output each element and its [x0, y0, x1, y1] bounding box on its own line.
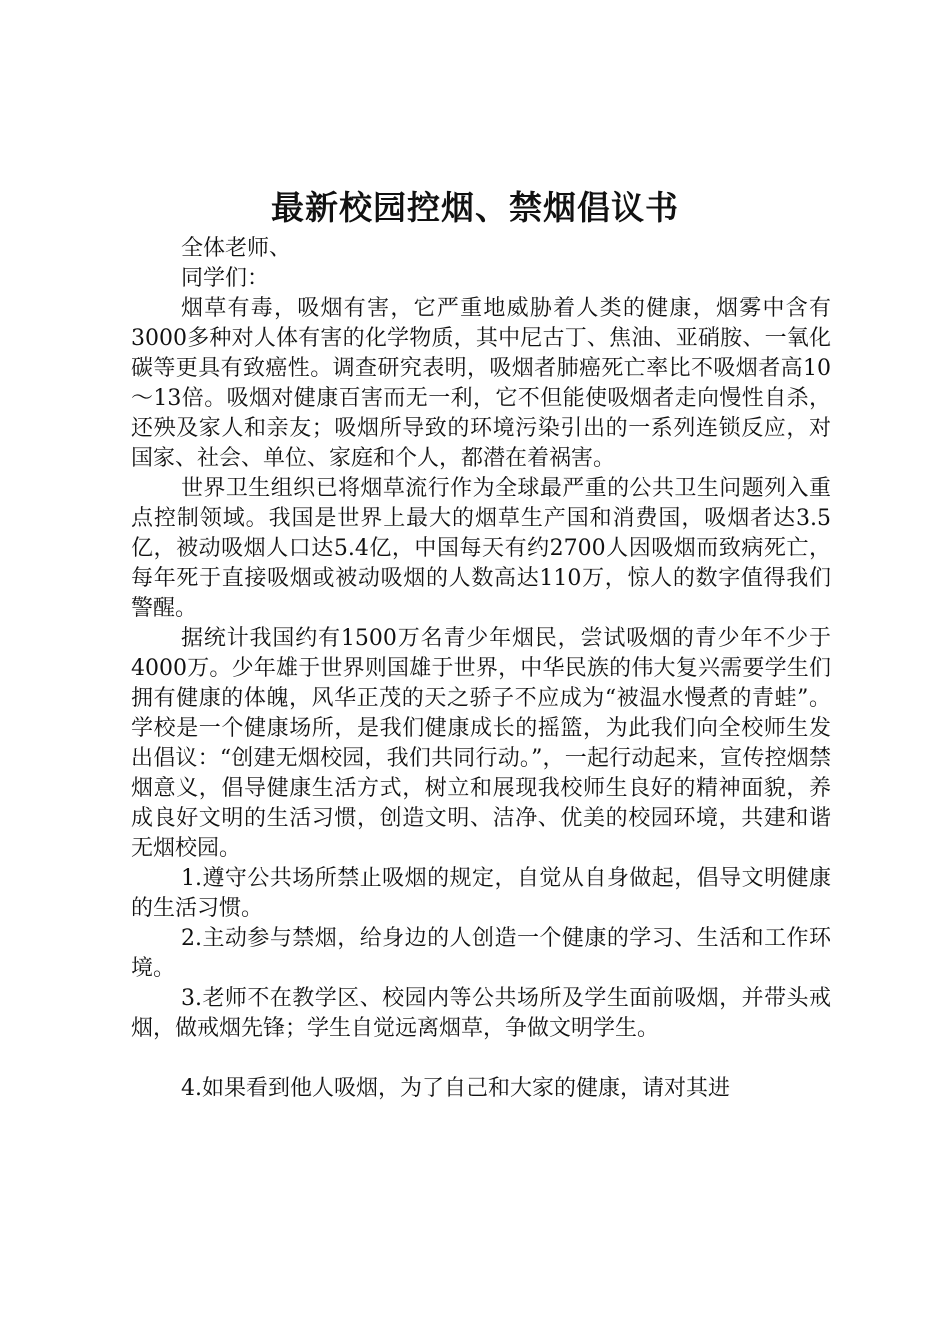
- proposal-item: 1.遵守公共场所禁止吸烟的规定，自觉从自身做起，倡导文明健康的生活习惯。: [131, 866, 831, 921]
- paragraph: 据统计我国约有1500万名青少年烟民，尝试吸烟的青少年不少于4000万。少年雄于世界则国雄于世界，中华民族的伟大复兴需要学生们拥有健康的体魄，风华正茂的天之骄子不应成为“被温水慢煮的青蛙”。学校是一个健康场所，是我们健康成长的摇篮，为此我们向全校师生发出倡议：“创建无烟校园，我们共同行动。”，一起行动起来，宣传控烟禁烟意义，倡导健康生活方式，树立和展现我校师生良好的精神面貌，养成良好文明的生活习惯，创造文明、洁净、优美的校园环境，共建和谐无烟校园。: [131, 626, 831, 861]
- salutation-line: 同学们：: [181, 266, 270, 291]
- proposal-item: 3.老师不在教学区、校园内等公共场所及学生面前吸烟，并带头戒烟，做戒烟先锋；学生自觉远离烟草，争做文明学生。: [131, 986, 831, 1041]
- paragraph: 烟草有毒，吸烟有害，它严重地威胁着人类的健康，烟雾中含有3000多种对人体有害的化学物质，其中尼古丁、焦油、亚硝胺、一氧化碳等更具有致癌性。调查研究表明，吸烟者肺癌死亡率比不吸烟者高10～13倍。吸烟对健康百害而无一利，它不但能使吸烟者走向慢性自杀，还殃及家人和亲友；吸烟所导致的环境污染引出的一系列连锁反应，对国家、社会、单位、家庭和个人，都潜在着祸害。: [131, 296, 831, 471]
- proposal-item: 4.如果看到他人吸烟，为了自己和大家的健康，请对其进: [181, 1076, 730, 1101]
- document-body: [131, 234, 831, 1104]
- document-title: 最新校园控烟、禁烟倡议书: [271, 188, 679, 227]
- paragraph: 世界卫生组织已将烟草流行作为全球最严重的公共卫生问题列入重点控制领域。我国是世界上最大的烟草生产国和消费国，吸烟者达3.5亿，被动吸烟人口达5.4亿，中国每天有约2700人因吸烟而致病死亡，每年死于直接吸烟或被动吸烟的人数高达110万，惊人的数字值得我们警醒。: [131, 476, 831, 621]
- salutation-line: 全体老师、: [181, 236, 292, 261]
- proposal-item: 2.主动参与禁烟，给身边的人创造一个健康的学习、生活和工作环境。: [131, 926, 831, 981]
